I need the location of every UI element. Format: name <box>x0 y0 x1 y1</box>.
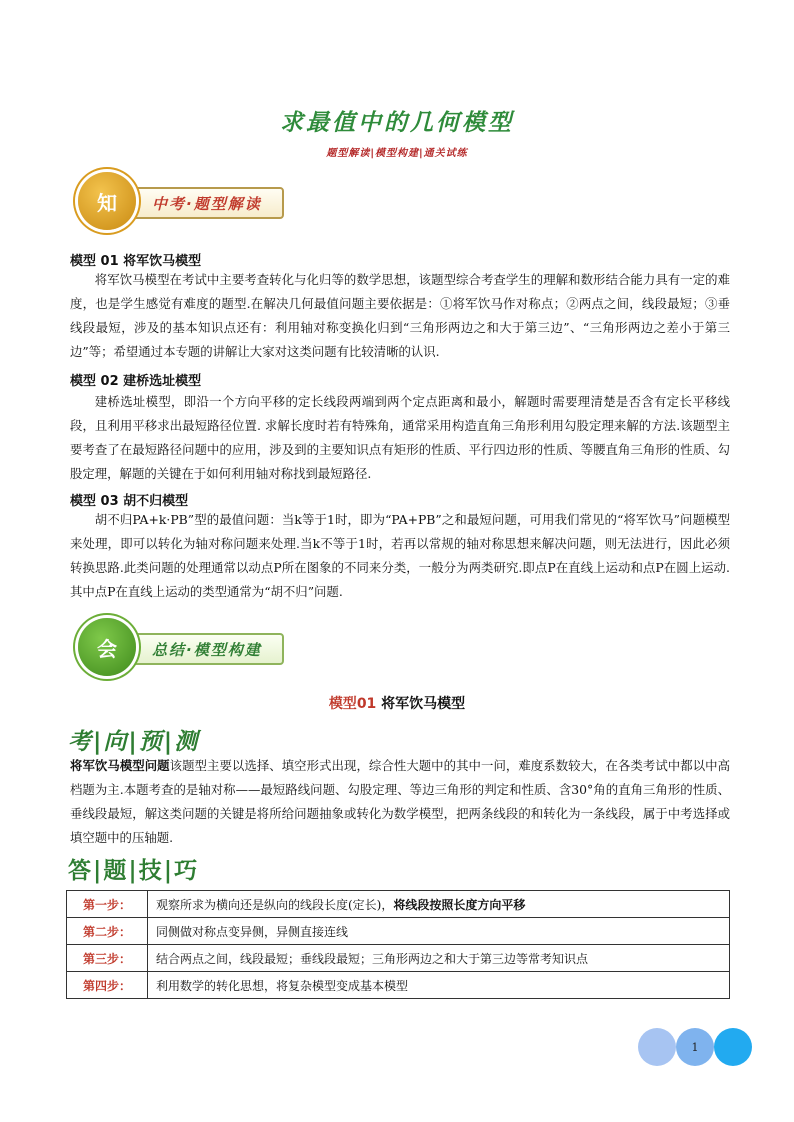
banner-label: 中考·题型解读 <box>118 187 284 219</box>
model-03-paragraph <box>70 508 730 604</box>
step-text <box>148 972 730 999</box>
page-subtitle: 题型解读|模型构建|通关试练 <box>326 148 468 159</box>
tips-table <box>66 890 730 999</box>
kaoxiang-text: 该题型主要以选择、填空形式出现，综合性大题中的其中一问，难度系数较大，在各类考试中都以中高档题为主.本题考查的是轴对称——最短路线问题、勾股定理、等边三角形的判定和性质、含30°角的直角三角形的性质、垂线段最短，解这类问题的关键是将所给问题抽象或转化为数学模型，把两条线段的和转化为一条线段，属于中考选择或填空题中的压轴题. <box>70 758 731 845</box>
table-row <box>67 918 730 945</box>
page-title: 求最值中的几何模型 <box>280 110 514 136</box>
step-text <box>148 918 730 945</box>
model-03-text: 胡不归PA+k·PB”型的最值问题：当k等于1时，即为“PA+PB”之和最短问题，可用我们常见的“将军饮马”问题模型来处理，即可以转化为轴对称问题来处理.当k不等于1时，若再以常规的轴对称思想来解决问题，则无法进行，因此必须转换思路.此类问题的处理通常以动点P所在图象的不同来分类，一般分为两类研究.即点P在直线上运动和点P在圆上运动.其中点P在直线上运动的类型通常为“胡不归”问题. <box>70 512 730 599</box>
model-name: 将军饮马模型 <box>381 696 466 712</box>
step-text <box>148 945 730 972</box>
step-label: 第一步： <box>67 891 148 918</box>
banner-label: 总结·模型构建 <box>118 633 284 665</box>
step-text-plain: 利用数学的转化思想，将复杂模型变成基本模型 <box>156 978 409 993</box>
zhi-badge-icon: 知 <box>78 172 136 230</box>
kaoxiang-heading: 考|向|预|测 <box>68 729 200 755</box>
table-row <box>67 891 730 918</box>
hui-badge-icon: 会 <box>78 618 136 676</box>
kaoxiang-paragraph <box>70 754 730 850</box>
model-01-text: 将军饮马模型在考试中主要考查转化与化归等的数学思想，该题型综合考查学生的理解和数形结合能力具有一定的难度，也是学生感觉有难度的题型.在解决几何最值问题主要依据是：①将军饮马作对称点；②两点之间，线段最短；③垂线段最短，涉及的基本知识点还有：利用轴对称变换化归到“三角形两边之和大于第三边”、“三角形两边之差小于第三边”等；希望通过本专题的讲解让大家对这类问题有比较清晰的认识. <box>70 272 730 359</box>
section-banner-zongjie <box>78 618 338 678</box>
step-text-plain: 结合两点之间，线段最短；垂线段最短；三角形两边之和大于第三边等常考知识点 <box>156 951 589 966</box>
step-text-plain: 观察所求为横向还是纵向的线段长度(定长)， <box>156 897 394 912</box>
table-row <box>67 972 730 999</box>
model-03-heading: 模型 03 胡不归模型 <box>70 494 189 509</box>
model-01-paragraph <box>70 268 730 364</box>
step-label: 第四步： <box>67 972 148 999</box>
model-02-text: 建桥选址模型，即沿一个方向平移的定长线段两端到两个定点距离和最小，解题时需要理清楚是否含有定长平移线段，且利用平移求出最短路径位置. 求解长度时若有特殊角，通常采用构造直角三角形利用勾股定理来解的方法.该题型主要考查了在最短路径问题中的应用，涉及到的主要知识点有矩形的性质、平行四边形的性质、等腰直角三角形的性质、勾股定理，解题的关键在于如何利用轴对称找到最短路径. <box>70 394 730 481</box>
model-02-paragraph <box>70 390 730 486</box>
kaoxiang-lead: 将军饮马模型问题 <box>70 758 170 773</box>
section-banner-zhongkao <box>78 172 338 232</box>
model-01-title <box>0 693 794 713</box>
model-prefix: 模型 <box>328 696 357 712</box>
step-text <box>148 891 730 918</box>
step-text-bold: 将线段按照长度方向平移 <box>393 897 526 912</box>
tips-heading: 答|题|技|巧 <box>68 857 200 884</box>
dot-icon <box>638 1028 676 1066</box>
model-01-heading: 模型 01 将军饮马模型 <box>70 254 202 269</box>
table-row <box>67 945 730 972</box>
model-number: 01 <box>356 696 377 712</box>
step-label: 第二步： <box>67 918 148 945</box>
page-number-badge <box>638 1028 754 1068</box>
model-02-heading: 模型 02 建桥选址模型 <box>70 374 202 389</box>
step-text-plain: 同侧做对称点变异侧，异侧直接连线 <box>156 924 349 939</box>
page-number: 1 <box>676 1028 714 1066</box>
dot-icon <box>714 1028 752 1066</box>
step-label: 第三步： <box>67 945 148 972</box>
